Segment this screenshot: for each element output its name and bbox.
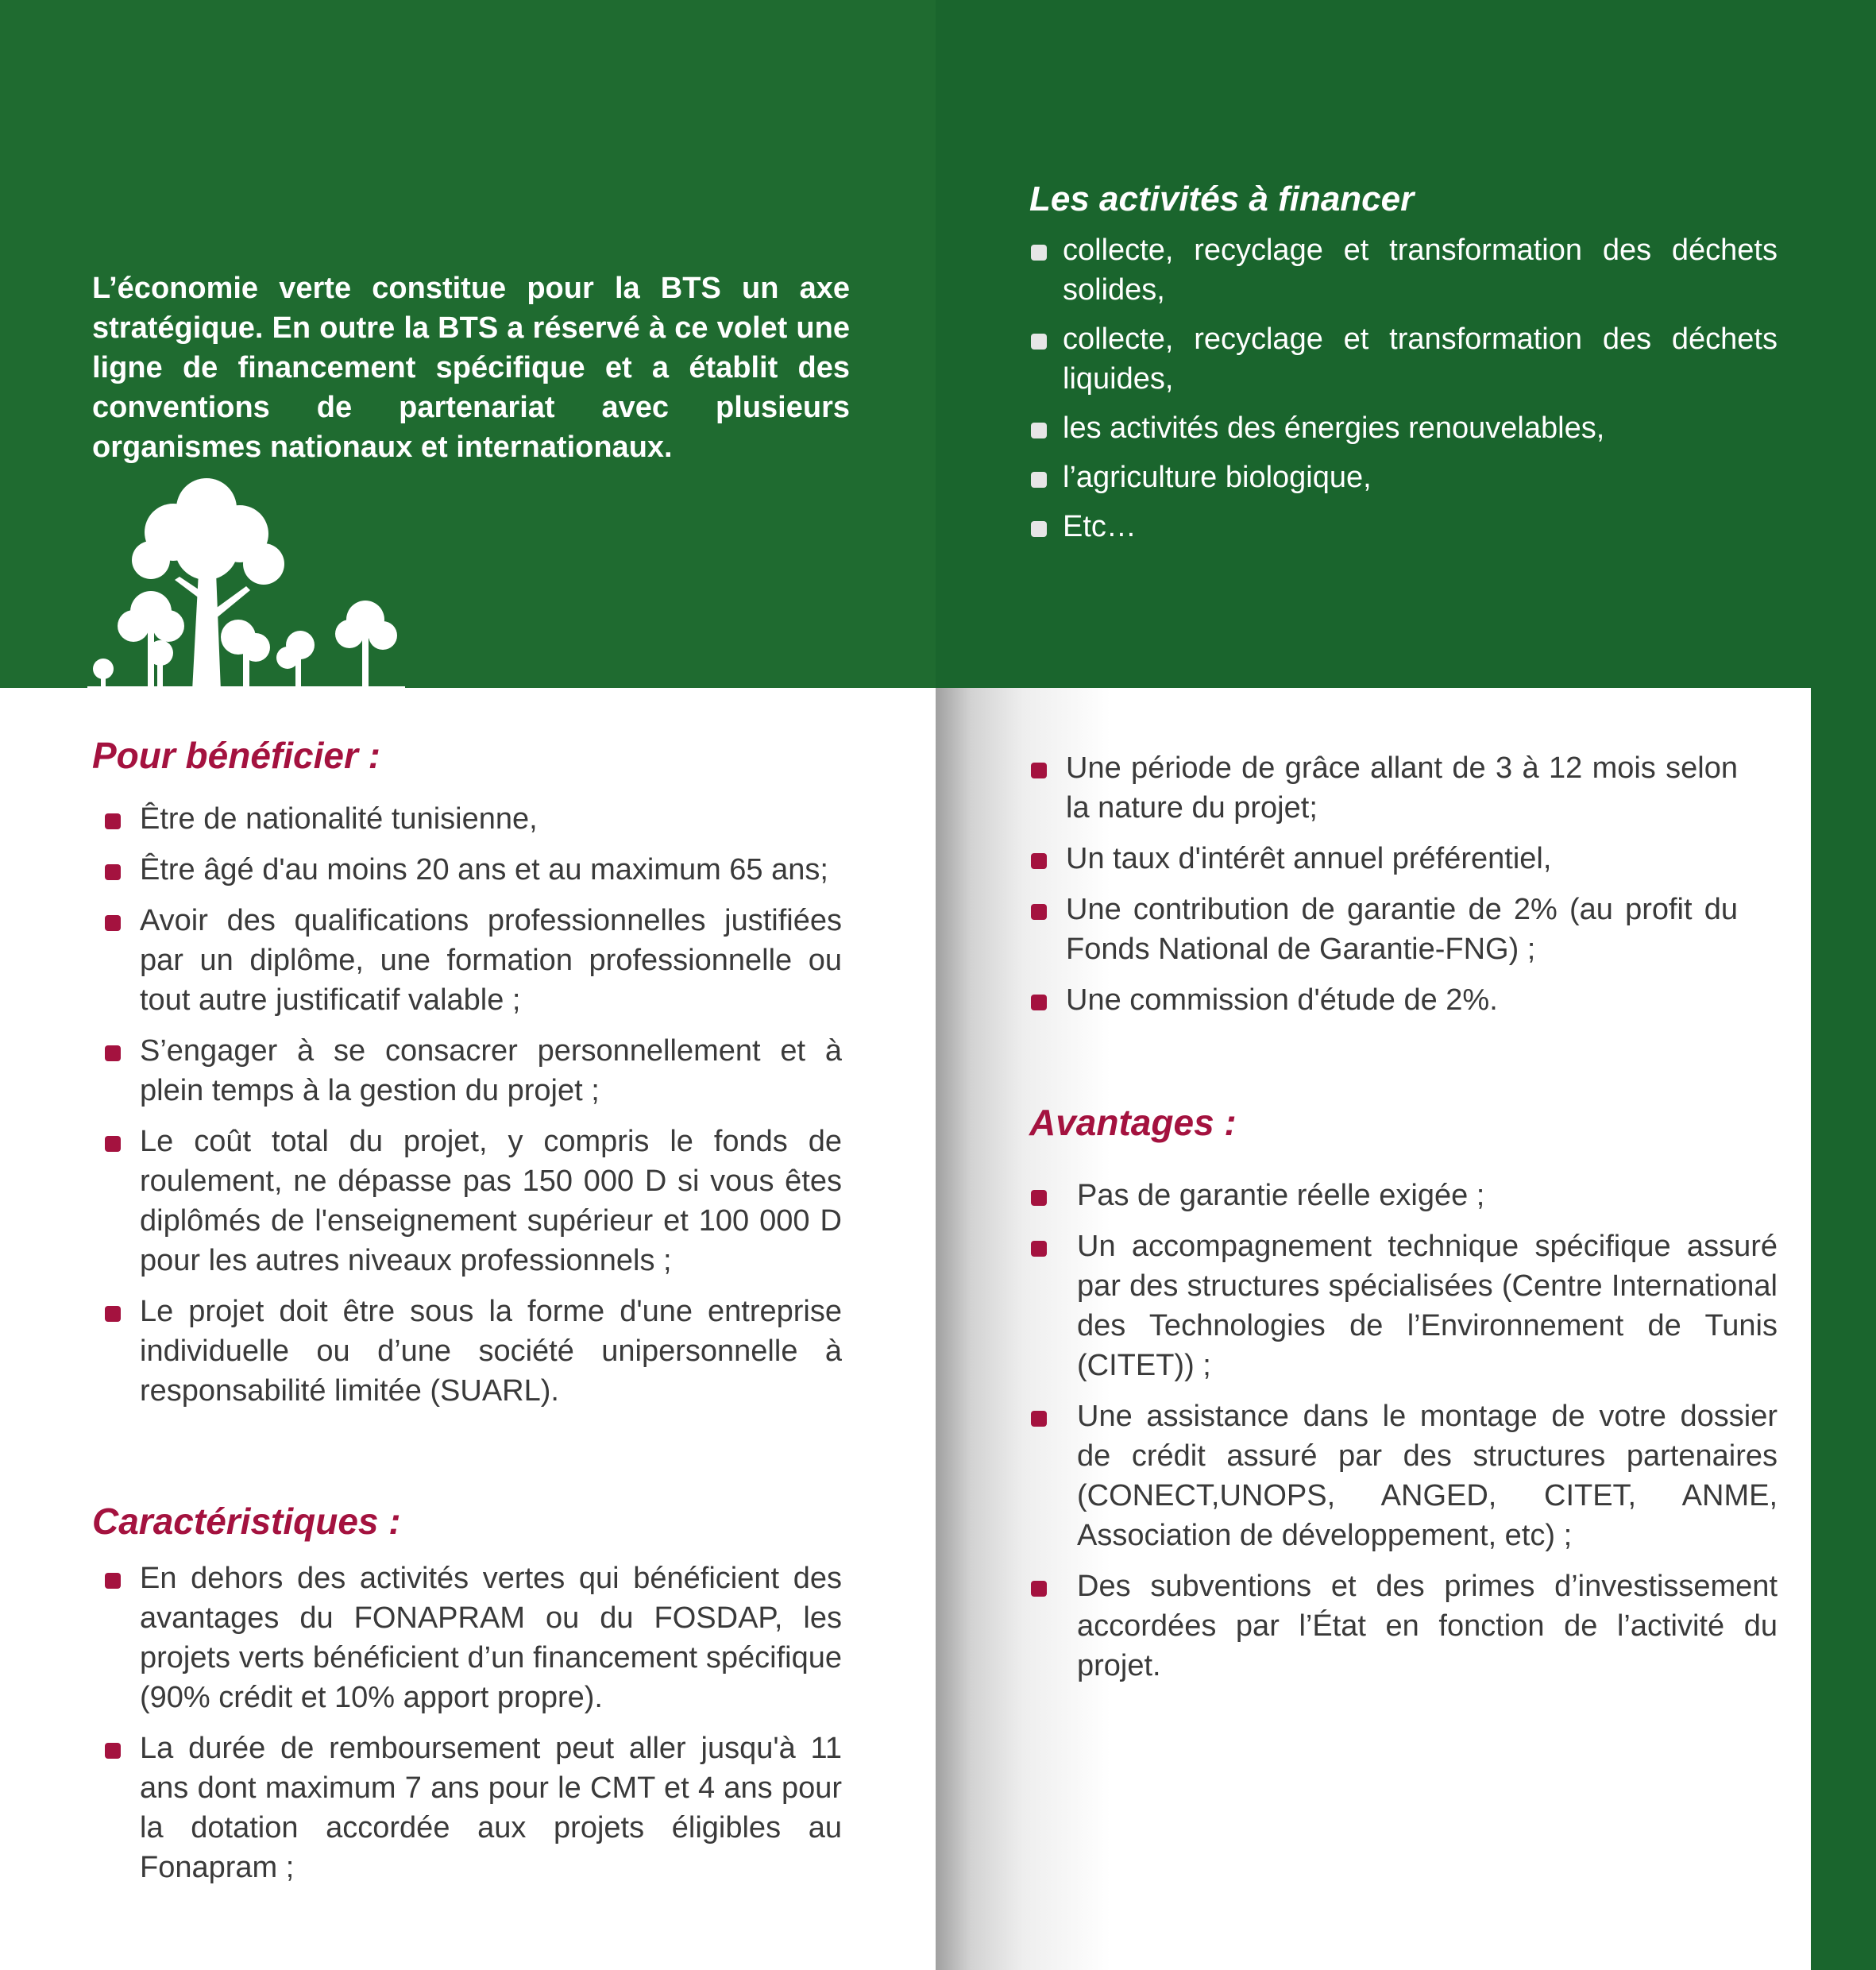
bullet-icon	[1031, 472, 1047, 488]
bullet-icon	[105, 1306, 121, 1322]
beneficier-title: Pour bénéficier :	[92, 735, 380, 776]
list-item: Le coût total du projet, y compris le fonds de roulement, ne dépasse pas 150 000 D si vous êtes diplômés de l'enseignement supérieur et 100 000 D pour les autres niveaux professionnels ;	[103, 1122, 842, 1280]
bullet-icon	[105, 1743, 121, 1759]
bullet-icon	[1031, 245, 1047, 261]
activites-list	[1029, 230, 1778, 556]
list-item: les activités des énergies renouvelables,	[1029, 408, 1778, 448]
list-item: Le projet doit être sous la forme d'une entreprise individuelle ou d’une société unipersonnelle à responsabilité limitée (SUARL).	[103, 1292, 842, 1411]
bullet-icon	[105, 813, 121, 829]
bullet-icon	[1031, 1241, 1047, 1257]
list-item: En dehors des activités vertes qui bénéficient des avantages du FONAPRAM ou du FOSDAP, les projets verts bénéficient d’un financement spécifique (90% crédit et 10% apport propre).	[103, 1559, 842, 1717]
list-item: Une assistance dans le montage de votre dossier de crédit assuré par des structures partenaires (CONECT,UNOPS, ANGED, CITET, ANME, Association de développement, etc) ;	[1029, 1396, 1778, 1555]
bullet-icon	[1031, 521, 1047, 537]
bullet-icon	[105, 1573, 121, 1589]
list-item: Un accompagnement technique spécifique assuré par des structures spécialisées (Centre International des Technologies de l’Environnement de Tunis (CITET)) ;	[1029, 1226, 1778, 1385]
list-item: collecte, recyclage et transformation des déchets solides,	[1029, 230, 1778, 310]
list-item: S’engager à se consacrer personnellement et à plein temps à la gestion du projet ;	[103, 1031, 842, 1111]
bullet-icon	[1031, 423, 1047, 438]
list-item: Être de nationalité tunisienne,	[103, 799, 842, 839]
intro-paragraph: L’économie verte constitue pour la BTS un axe stratégique. En outre la BTS a réservé à ce volet une ligne de financement spécifique et a établit des conventions de partenariat avec plusieurs organismes nationaux et internationaux.	[92, 272, 850, 464]
activites-title: Les activités à financer	[1029, 180, 1415, 218]
bullet-icon	[1031, 1581, 1047, 1597]
list-item: Un taux d'intérêt annuel préférentiel,	[1029, 839, 1738, 879]
caracteristiques-title: Caractéristiques :	[92, 1501, 401, 1542]
bullet-icon	[105, 864, 121, 880]
list-item: Des subventions et des primes d’investissement accordées par l’État en fonction de l’activité du projet.	[1029, 1566, 1778, 1686]
list-item: Une contribution de garantie de 2% (au profit du Fonds National de Garantie-FNG) ;	[1029, 890, 1738, 969]
bullet-icon	[1031, 1190, 1047, 1206]
list-item: Etc…	[1029, 507, 1778, 547]
bullet-icon	[1031, 904, 1047, 920]
beneficier-list	[103, 799, 842, 1422]
caracteristiques-list	[103, 1559, 842, 1899]
trees-icon	[87, 461, 405, 691]
avantages-list	[1029, 1176, 1778, 1697]
bullet-icon	[105, 915, 121, 931]
list-item: Une commission d'étude de 2%.	[1029, 980, 1738, 1020]
list-item: La durée de remboursement peut aller jusqu'à 11 ans dont maximum 7 ans pour le CMT et 4 ans pour la dotation accordée aux projets éligibles au Fonapram ;	[103, 1729, 842, 1887]
right-green-strip	[1811, 688, 1876, 1970]
list-item: Une période de grâce allant de 3 à 12 mois selon la nature du projet;	[1029, 748, 1738, 828]
bullet-icon	[105, 1045, 121, 1061]
list-item: Avoir des qualifications professionnelles justifiées par un diplôme, une formation professionnelle ou tout autre justificatif valable ;	[103, 901, 842, 1020]
list-item: Pas de garantie réelle exigée ;	[1029, 1176, 1778, 1215]
bullet-icon	[1031, 763, 1047, 778]
bullet-icon	[1031, 1411, 1047, 1427]
list-item: l’agriculture biologique,	[1029, 458, 1778, 497]
bullet-icon	[1031, 334, 1047, 350]
bullet-icon	[1031, 995, 1047, 1010]
bullet-icon	[1031, 853, 1047, 869]
list-item: collecte, recyclage et transformation des déchets liquides,	[1029, 319, 1778, 399]
conditions-list	[1029, 748, 1738, 1031]
avantages-title: Avantages :	[1029, 1102, 1237, 1143]
bullet-icon	[105, 1136, 121, 1152]
list-item: Être âgé d'au moins 20 ans et au maximum 65 ans;	[103, 850, 842, 890]
